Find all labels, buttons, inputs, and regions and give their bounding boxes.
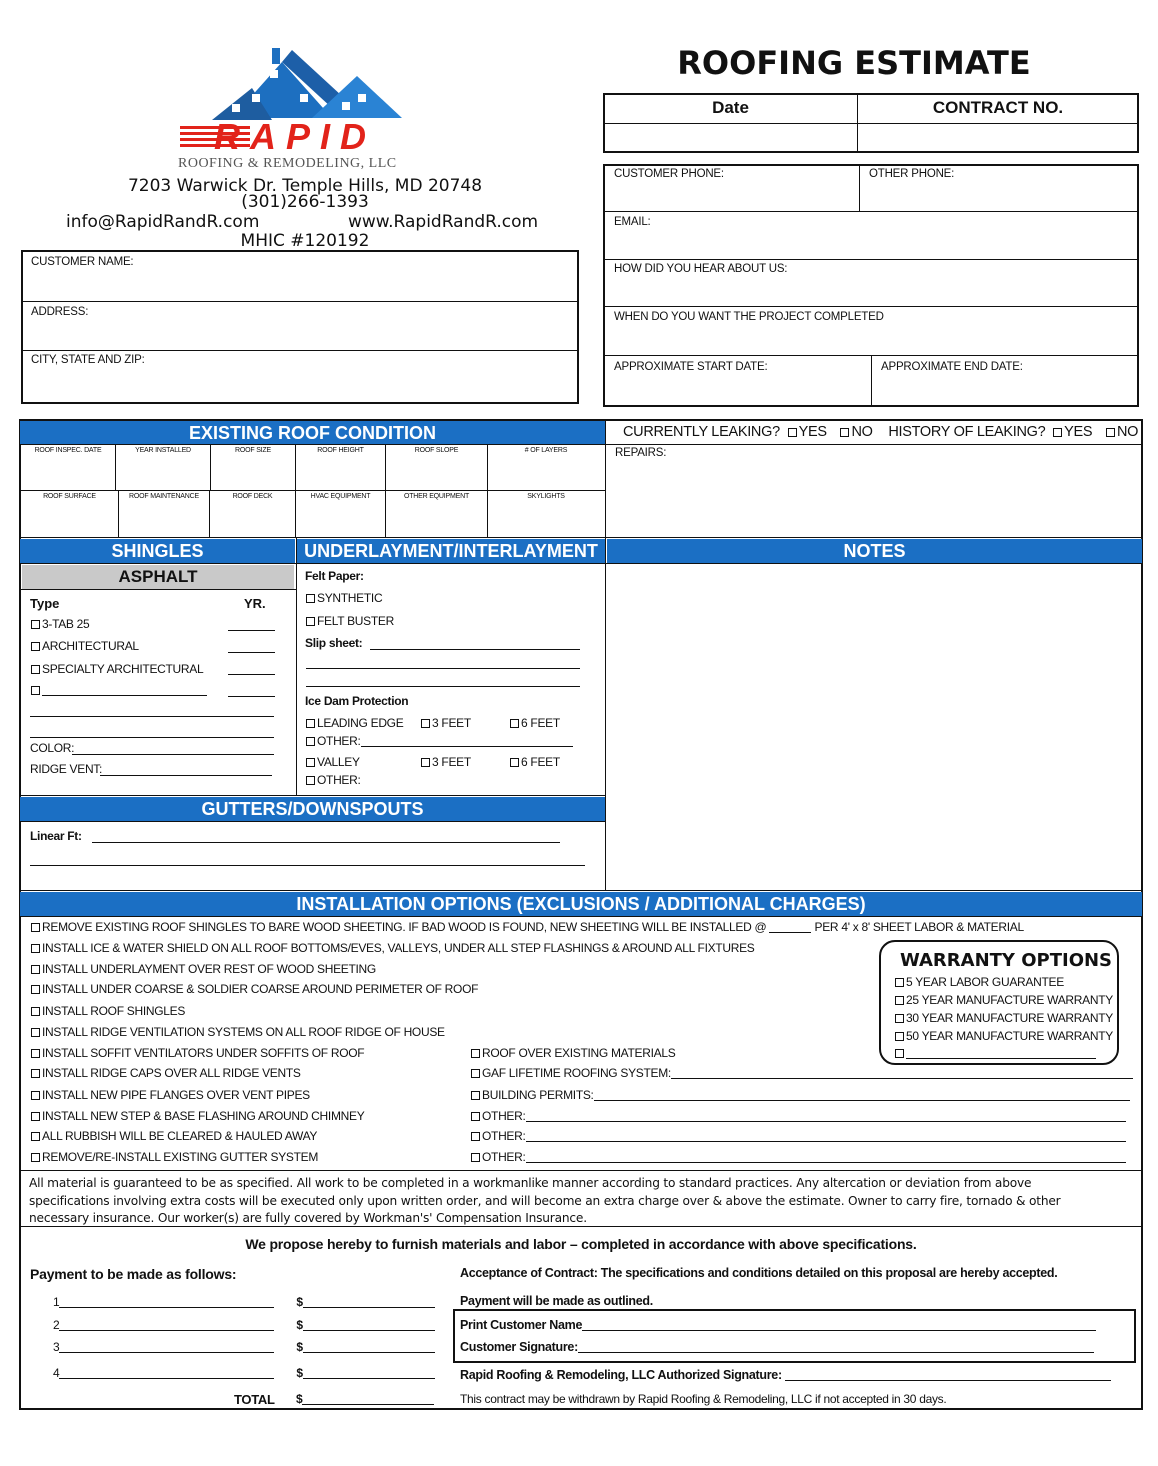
checkbox-icon	[31, 1091, 40, 1100]
warranty-options-title: WARRANTY OPTIONS	[899, 950, 1113, 971]
gutters-header: GUTTERS/DOWNSPOUTS	[20, 797, 605, 821]
customer-phone-label: CUSTOMER PHONE:	[614, 168, 724, 180]
felt-paper-label: Felt Paper:	[305, 569, 364, 583]
repairs-field[interactable]	[608, 460, 1140, 536]
valley-option[interactable]: VALLEY	[306, 755, 360, 769]
yr-field-1[interactable]	[228, 630, 275, 631]
company-logo	[172, 36, 437, 176]
type-label: Type	[30, 596, 60, 611]
install-option-gutter[interactable]: REMOVE/RE-INSTALL EXISTING GUTTER SYSTEM	[31, 1150, 318, 1164]
checkbox-icon	[306, 776, 315, 785]
checkbox-icon	[306, 737, 315, 746]
checkbox-icon	[471, 1049, 480, 1058]
hvac-equipment-label: HVAC EQUIPMENT	[310, 493, 371, 500]
payment-total-label: TOTAL	[234, 1392, 275, 1407]
checkbox-icon	[306, 617, 315, 626]
checkbox-icon	[421, 758, 430, 767]
color-label: COLOR:	[30, 741, 75, 755]
checkbox-icon	[306, 719, 315, 728]
checkbox-icon	[31, 965, 40, 974]
yr-field-2[interactable]	[228, 652, 275, 653]
underlayment-header: UNDERLAYMENT/INTERLAYMENT	[297, 539, 605, 563]
install-option-roof-over[interactable]: ROOF OVER EXISTING MATERIALS	[471, 1046, 675, 1060]
customer-name-field[interactable]	[24, 272, 576, 300]
email-label: EMAIL:	[614, 216, 651, 228]
valley-3ft-option[interactable]: 3 FEET	[421, 755, 471, 769]
install-option-ridge-caps[interactable]: INSTALL RIDGE CAPS OVER ALL RIDGE VENTS	[31, 1066, 301, 1080]
install-option-remove[interactable]: REMOVE EXISTING ROOF SHINGLES TO BARE WOOD SHEETING. IF BAD WOOD IS FOUND, NEW SHEETING WILL BE INSTALLED @ PER 4' x 8' SHEET LABOR & MATERIAL	[31, 920, 1024, 934]
roof-inspec-date-label: ROOF INSPEC. DATE	[34, 447, 102, 454]
install-option-under-coarse[interactable]: INSTALL UNDER COARSE & SOLDIER COARSE AROUND PERIMETER OF ROOF	[31, 982, 478, 996]
proposal-statement: We propose hereby to furnish materials and labor – completed in accordance with above specifications.	[245, 1236, 917, 1252]
history-leaking-yes-label: YES	[1064, 424, 1093, 440]
ridge-vent-field[interactable]	[100, 775, 272, 776]
leaking-row	[623, 424, 1138, 440]
contract-header: CONTRACT NO.	[932, 98, 1064, 117]
currently-leaking-label: CURRENTLY LEAKING?	[623, 424, 780, 440]
repairs-label: REPAIRS:	[615, 447, 667, 459]
roof-size-label: ROOF SIZE	[235, 447, 271, 454]
checkbox-icon	[306, 758, 315, 767]
skylights-label: SKYLIGHTS	[527, 493, 565, 500]
install-option-other-1[interactable]: OTHER:	[471, 1109, 1126, 1123]
ice-dam-label: Ice Dam Protection	[305, 694, 409, 708]
slip-sheet-label: Slip sheet:	[305, 636, 363, 650]
yr-field-4[interactable]	[228, 696, 275, 697]
valley-6ft-option[interactable]: 6 FEET	[510, 755, 560, 769]
history-leaking-yes-checkbox[interactable]	[1053, 428, 1062, 437]
roof-deck-label: ROOF DECK	[232, 493, 273, 500]
project-completion-label: WHEN DO YOU WANT THE PROJECT COMPLETED	[614, 311, 884, 323]
warranty-option-5yr[interactable]: 5 YEAR LABOR GUARANTEE	[895, 975, 1064, 989]
install-option-rubbish[interactable]: ALL RUBBISH WILL BE CLEARED & HAULED AWAY	[31, 1129, 317, 1143]
logo-brand: RAPID	[214, 116, 377, 157]
year-installed-label: YEAR INSTALLED	[135, 447, 191, 454]
currently-leaking-yes-checkbox[interactable]	[788, 428, 797, 437]
checkbox-icon	[895, 1032, 904, 1041]
valley-other-option[interactable]: OTHER:	[306, 773, 361, 787]
slip-sheet-line-2[interactable]	[306, 668, 580, 669]
address-field[interactable]	[24, 322, 576, 349]
checkbox-icon	[31, 944, 40, 953]
other-equipment-label: OTHER EQUIPMENT	[403, 493, 470, 500]
checkbox-icon	[895, 996, 904, 1005]
shingles-header: SHINGLES	[20, 539, 295, 563]
checkbox-icon	[31, 665, 40, 674]
customer-signature[interactable]: Customer Signature:	[460, 1340, 1094, 1354]
warranty-option-other[interactable]	[895, 1046, 1096, 1060]
customer-name-label: CUSTOMER NAME:	[31, 256, 134, 268]
city-field[interactable]	[24, 370, 576, 402]
page-title: ROOFING ESTIMATE	[677, 44, 1031, 82]
shingle-option-3tab[interactable]: 3-TAB 25	[31, 617, 89, 631]
payment-total-field[interactable]: $	[296, 1392, 434, 1406]
install-option-ridge-ventilation[interactable]: INSTALL RIDGE VENTILATION SYSTEMS ON ALL ROOF RIDGE OF HOUSE	[31, 1025, 445, 1039]
install-option-shingles[interactable]: INSTALL ROOF SHINGLES	[31, 1004, 185, 1018]
yr-label: YR.	[244, 596, 266, 611]
checkbox-icon	[31, 1007, 40, 1016]
notes-header: NOTES	[607, 539, 1142, 563]
felt-buster-option[interactable]: FELT BUSTER	[306, 614, 394, 628]
yr-field-3[interactable]	[228, 674, 275, 675]
history-leaking-no-label: NO	[1117, 424, 1139, 440]
checkbox-icon	[31, 1112, 40, 1121]
checkbox-icon	[471, 1069, 480, 1078]
checkbox-icon	[895, 1014, 904, 1023]
checkbox-icon	[421, 719, 430, 728]
payment-heading: Payment to be made as follows:	[30, 1266, 237, 1282]
withdrawn-notice: This contract may be withdrawn by Rapid Roofing & Remodeling, LLC if not accepted in 30 days.	[460, 1392, 947, 1406]
roof-height-label: ROOF HEIGHT	[317, 447, 364, 454]
acceptance-text: Acceptance of Contract: The specifications and conditions detailed on this proposal are hereby accepted.	[460, 1266, 1058, 1280]
warranty-option-25yr[interactable]: 25 YEAR MANUFACTURE WARRANTY	[895, 993, 1113, 1007]
other-phone-label: OTHER PHONE:	[869, 168, 955, 180]
color-field[interactable]	[72, 754, 274, 755]
checkbox-icon	[895, 978, 904, 987]
checkbox-icon	[31, 620, 40, 629]
checkbox-icon	[306, 594, 315, 603]
currently-leaking-no-checkbox[interactable]	[840, 428, 849, 437]
roof-maintenance-label: ROOF MAINTENANCE	[129, 493, 199, 500]
company-email: info@RapidRandR.com	[66, 212, 260, 232]
checkbox-icon	[31, 1132, 40, 1141]
notes-field[interactable]	[608, 566, 1140, 888]
checkbox-icon	[510, 758, 519, 767]
logo-subtitle: ROOFING & REMODELING, LLC	[178, 156, 397, 171]
company-license: MHIC #120192	[240, 231, 370, 251]
guarantee-text	[29, 1175, 1061, 1228]
city-label: CITY, STATE AND ZIP:	[31, 354, 145, 366]
leading-edge-6ft-option[interactable]: 6 FEET	[510, 716, 560, 730]
install-option-other-2[interactable]: OTHER:	[471, 1129, 1126, 1143]
checkbox-icon	[471, 1132, 480, 1141]
payment-row-3[interactable]: 3 $	[53, 1340, 435, 1354]
guarantee-line-1: All material is guaranteed to be as specified. All work to be completed in a workmanlike manner according to standard practices. Any altercation or deviation from above	[29, 1176, 1032, 1190]
checkbox-icon	[895, 1049, 904, 1058]
contract-field[interactable]	[859, 125, 1137, 151]
ridge-vent-label: RIDGE VENT:	[30, 762, 103, 776]
asphalt-subheader: ASPHALT	[22, 565, 294, 589]
start-date-label: APPROXIMATE START DATE:	[614, 361, 768, 373]
leading-edge-option[interactable]: LEADING EDGE	[306, 716, 403, 730]
slip-sheet-field[interactable]	[370, 649, 580, 650]
roof-surface-label: ROOF SURFACE	[43, 493, 96, 500]
checkbox-icon	[31, 1153, 40, 1162]
leading-edge-3ft-option[interactable]: 3 FEET	[421, 716, 471, 730]
checkbox-icon	[510, 719, 519, 728]
roof-slope-label: ROOF SLOPE	[414, 447, 459, 454]
payment-row-1[interactable]: 1 $	[53, 1295, 435, 1309]
warranty-option-30yr[interactable]: 30 YEAR MANUFACTURE WARRANTY	[895, 1011, 1113, 1025]
currently-leaking-no-label: NO	[851, 424, 873, 440]
checkbox-icon	[31, 1028, 40, 1037]
install-option-other-3[interactable]: OTHER:	[471, 1150, 1126, 1164]
checkbox-icon	[31, 923, 40, 932]
history-leaking-no-checkbox[interactable]	[1106, 428, 1115, 437]
checkbox-icon	[31, 985, 40, 994]
checkbox-icon	[471, 1153, 480, 1162]
layers-label: # OF LAYERS	[524, 447, 568, 454]
installation-options-header: INSTALLATION OPTIONS (EXCLUSIONS / ADDITIONAL CHARGES)	[20, 892, 1142, 916]
gutters-line-2[interactable]	[30, 865, 585, 866]
leading-edge-other-option[interactable]: OTHER:	[306, 734, 573, 748]
existing-roof-condition-header: EXISTING ROOF CONDITION	[20, 421, 605, 445]
currently-leaking-yes-label: YES	[798, 424, 827, 440]
history-leaking-label: HISTORY OF LEAKING?	[888, 424, 1046, 440]
install-option-ice-water[interactable]: INSTALL ICE & WATER SHIELD ON ALL ROOF BOTTOMS/EVES, VALLEYS, UNDER ALL STEP FLASHINGS & AROUND ALL FIXTURES	[31, 941, 754, 955]
payment-outlined: Payment will be made as outlined.	[460, 1294, 653, 1308]
checkbox-icon	[471, 1091, 480, 1100]
shingle-note-line-2[interactable]	[30, 737, 274, 738]
shingle-option-specialty[interactable]: SPECIALTY ARCHITECTURAL	[31, 662, 203, 676]
synthetic-option[interactable]: SYNTHETIC	[306, 591, 382, 605]
payment-row-4[interactable]: 4 $	[53, 1366, 435, 1380]
install-option-soffit[interactable]: INSTALL SOFFIT VENTILATORS UNDER SOFFITS OF ROOF	[31, 1046, 364, 1060]
install-option-gaf[interactable]: GAF LIFETIME ROOFING SYSTEM:	[471, 1066, 1133, 1080]
install-option-underlayment[interactable]: INSTALL UNDERLAYMENT OVER REST OF WOOD SHEETING	[31, 962, 376, 976]
linear-ft-label: Linear Ft:	[30, 829, 82, 843]
checkbox-icon	[31, 1069, 40, 1078]
end-date-label: APPROXIMATE END DATE:	[881, 361, 1023, 373]
checkbox-icon	[31, 642, 40, 651]
guarantee-line-2: specifications involving extra costs will be executed only upon written order, and will become an extra charge over & above the estimate. Owner to carry fire, tornado & other	[29, 1193, 1061, 1208]
company-website: www.RapidRandR.com	[348, 212, 539, 232]
address-label: ADDRESS:	[31, 306, 89, 318]
slip-sheet-line-3[interactable]	[306, 686, 580, 687]
company-address: 7203 Warwick Dr. Temple Hills, MD 20748	[127, 176, 483, 196]
date-header: Date	[712, 98, 749, 117]
shingle-option-architectural[interactable]: ARCHITECTURAL	[31, 639, 139, 653]
install-option-pipe-flanges[interactable]: INSTALL NEW PIPE FLANGES OVER VENT PIPES	[31, 1088, 310, 1102]
shingle-note-line-1[interactable]	[30, 716, 274, 717]
install-option-permits[interactable]: BUILDING PERMITS:	[471, 1088, 1130, 1102]
checkbox-icon	[31, 1049, 40, 1058]
warranty-option-50yr[interactable]: 50 YEAR MANUFACTURE WARRANTY	[895, 1029, 1113, 1043]
payment-row-2[interactable]: 2 $	[53, 1318, 435, 1332]
install-option-chimney[interactable]: INSTALL NEW STEP & BASE FLASHING AROUND CHIMNEY	[31, 1109, 364, 1123]
company-phone: (301)266-1393	[241, 192, 369, 212]
hear-about-label: HOW DID YOU HEAR ABOUT US:	[614, 263, 788, 275]
authorized-signature[interactable]: Rapid Roofing & Remodeling, LLC Authorized Signature:	[460, 1368, 1111, 1382]
date-field[interactable]	[605, 125, 855, 151]
guarantee-line-3: necessary insurance. Our worker(s) are fully covered by Workman's' Compensation Insurance.	[29, 1211, 587, 1225]
shingle-option-other[interactable]	[31, 683, 207, 697]
print-customer-name[interactable]: Print Customer Name	[460, 1318, 1096, 1332]
checkbox-icon	[31, 686, 40, 695]
checkbox-icon	[471, 1112, 480, 1121]
linear-ft-field[interactable]	[92, 842, 560, 843]
